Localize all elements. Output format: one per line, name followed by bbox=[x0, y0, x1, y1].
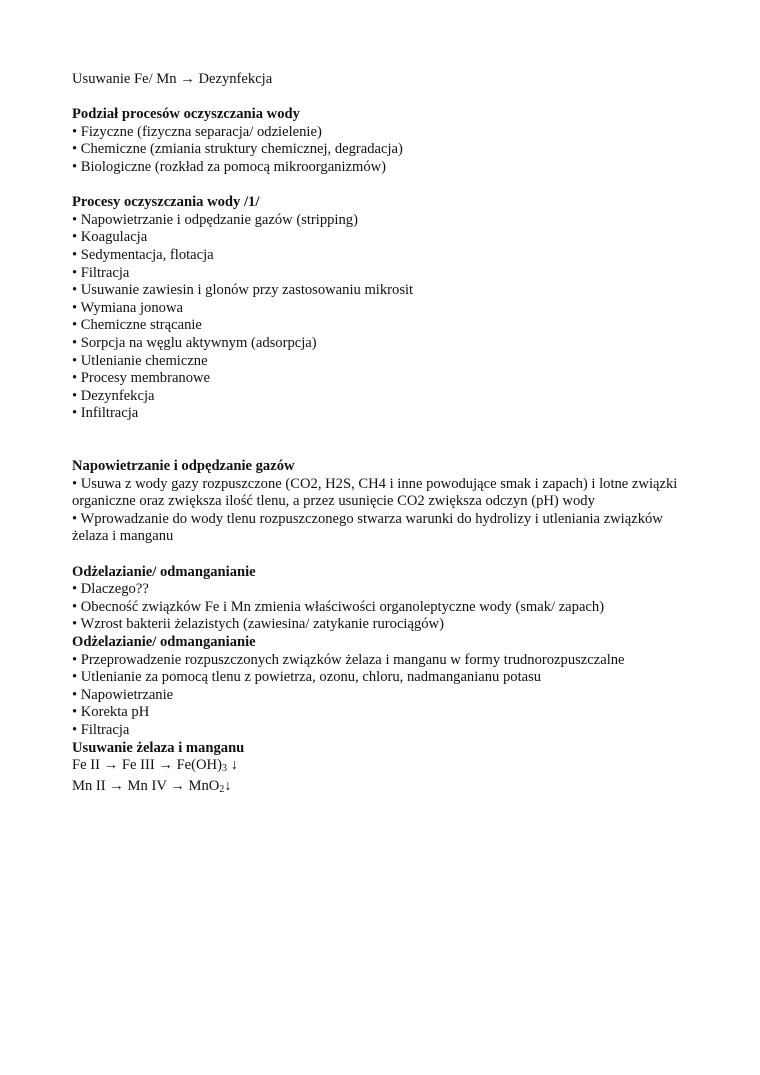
list-item: • Wymiana jonowa bbox=[72, 299, 183, 316]
list-item: • Biologiczne (rozkład za pomocą mikroorganizmów) bbox=[72, 158, 387, 175]
list-item: • Korekta pH bbox=[72, 704, 150, 721]
section-heading: Usuwanie żelaza i manganu bbox=[72, 739, 245, 756]
section-heading: Odżelazianie/ odmanganianie bbox=[72, 563, 256, 580]
equation-subscript: 2 bbox=[219, 783, 225, 795]
list-item: • Dlaczego?? bbox=[72, 581, 149, 598]
list-item: • Przeprowadzenie rozpuszczonych związków żelaza i manganu w formy trudnorozpuszczalne bbox=[72, 651, 625, 668]
top-line: Usuwanie Fe/ Mn → Dezynfekcja bbox=[72, 71, 273, 87]
list-item: • Chemiczne strącanie bbox=[72, 317, 202, 334]
paragraph-item: • Wprowadzanie do wody tlenu rozpuszczonego stwarza warunki do hydrolizy i utleniania związków żelaza i manganu bbox=[72, 510, 663, 545]
equation-tail: ↓ bbox=[226, 757, 238, 774]
list-item: • Chemiczne (zmiania struktury chemicznej, degradacja) bbox=[72, 141, 403, 158]
list-item: • Napowietrzanie bbox=[72, 686, 174, 703]
list-item: • Filtracja bbox=[72, 721, 130, 738]
spacer bbox=[72, 546, 702, 564]
list-item: • Dezynfekcja bbox=[72, 387, 155, 404]
list-item: • Fizyczne (fizyczna separacja/ odzielenie) bbox=[72, 123, 322, 140]
equation-tail: ↓ bbox=[224, 777, 232, 794]
spacer bbox=[72, 89, 702, 107]
equation-manganese bbox=[72, 778, 702, 799]
list-item: • Sedymentacja, flotacja bbox=[72, 246, 214, 263]
section-heading: Odżelazianie/ odmanganianie bbox=[72, 634, 256, 650]
equation-iron bbox=[72, 757, 702, 778]
list-item: • Utlenianie za pomocą tlenu z powietrza, ozonu, chloru, nadmanganianu potasu bbox=[72, 669, 542, 686]
list-item: • Obecność związków Fe i Mn zmienia właściwości organoleptyczne wody (smak/ zapach) bbox=[72, 598, 605, 615]
section-heading: Procesy oczyszczania wody /1/ bbox=[72, 194, 260, 211]
list-item: • Filtracja bbox=[72, 264, 130, 281]
list-item: • Koagulacja bbox=[72, 229, 148, 246]
section-heading: Napowietrzanie i odpędzanie gazów bbox=[72, 458, 295, 475]
document-page bbox=[72, 71, 702, 798]
section-heading: Podział procesów oczyszczania wody bbox=[72, 106, 300, 123]
spacer bbox=[72, 177, 702, 195]
paragraph-item: • Usuwa z wody gazy rozpuszczone (CO2, H2S, CH4 i inne powodujące smak i zapach) i lotne związki organiczne oraz zwiększa ilość tlenu, a przez usunięcie CO2 zwiększa odczyn (pH) wody bbox=[72, 475, 678, 510]
spacer bbox=[72, 423, 702, 458]
list-item: • Wzrost bakterii żelazistych (zawiesina/ zatykanie rurociągów) bbox=[72, 616, 444, 633]
list-item: • Utlenianie chemiczne bbox=[72, 352, 208, 369]
list-item: • Sorpcja na węglu aktywnym (adsorpcja) bbox=[72, 334, 317, 351]
list-item: • Napowietrzanie i odpędzanie gazów (stripping) bbox=[72, 211, 358, 228]
list-item: • Procesy membranowe bbox=[72, 370, 211, 387]
list-item: • Usuwanie zawiesin i glonów przy zastosowaniu mikrosit bbox=[72, 282, 414, 299]
equation-subscript: 3 bbox=[221, 763, 227, 775]
list-item: • Infiltracja bbox=[72, 405, 139, 422]
equation-main: Mn II → Mn IV → MnO bbox=[72, 777, 220, 794]
equation-main: Fe II → Fe III → Fe(OH) bbox=[72, 757, 222, 774]
